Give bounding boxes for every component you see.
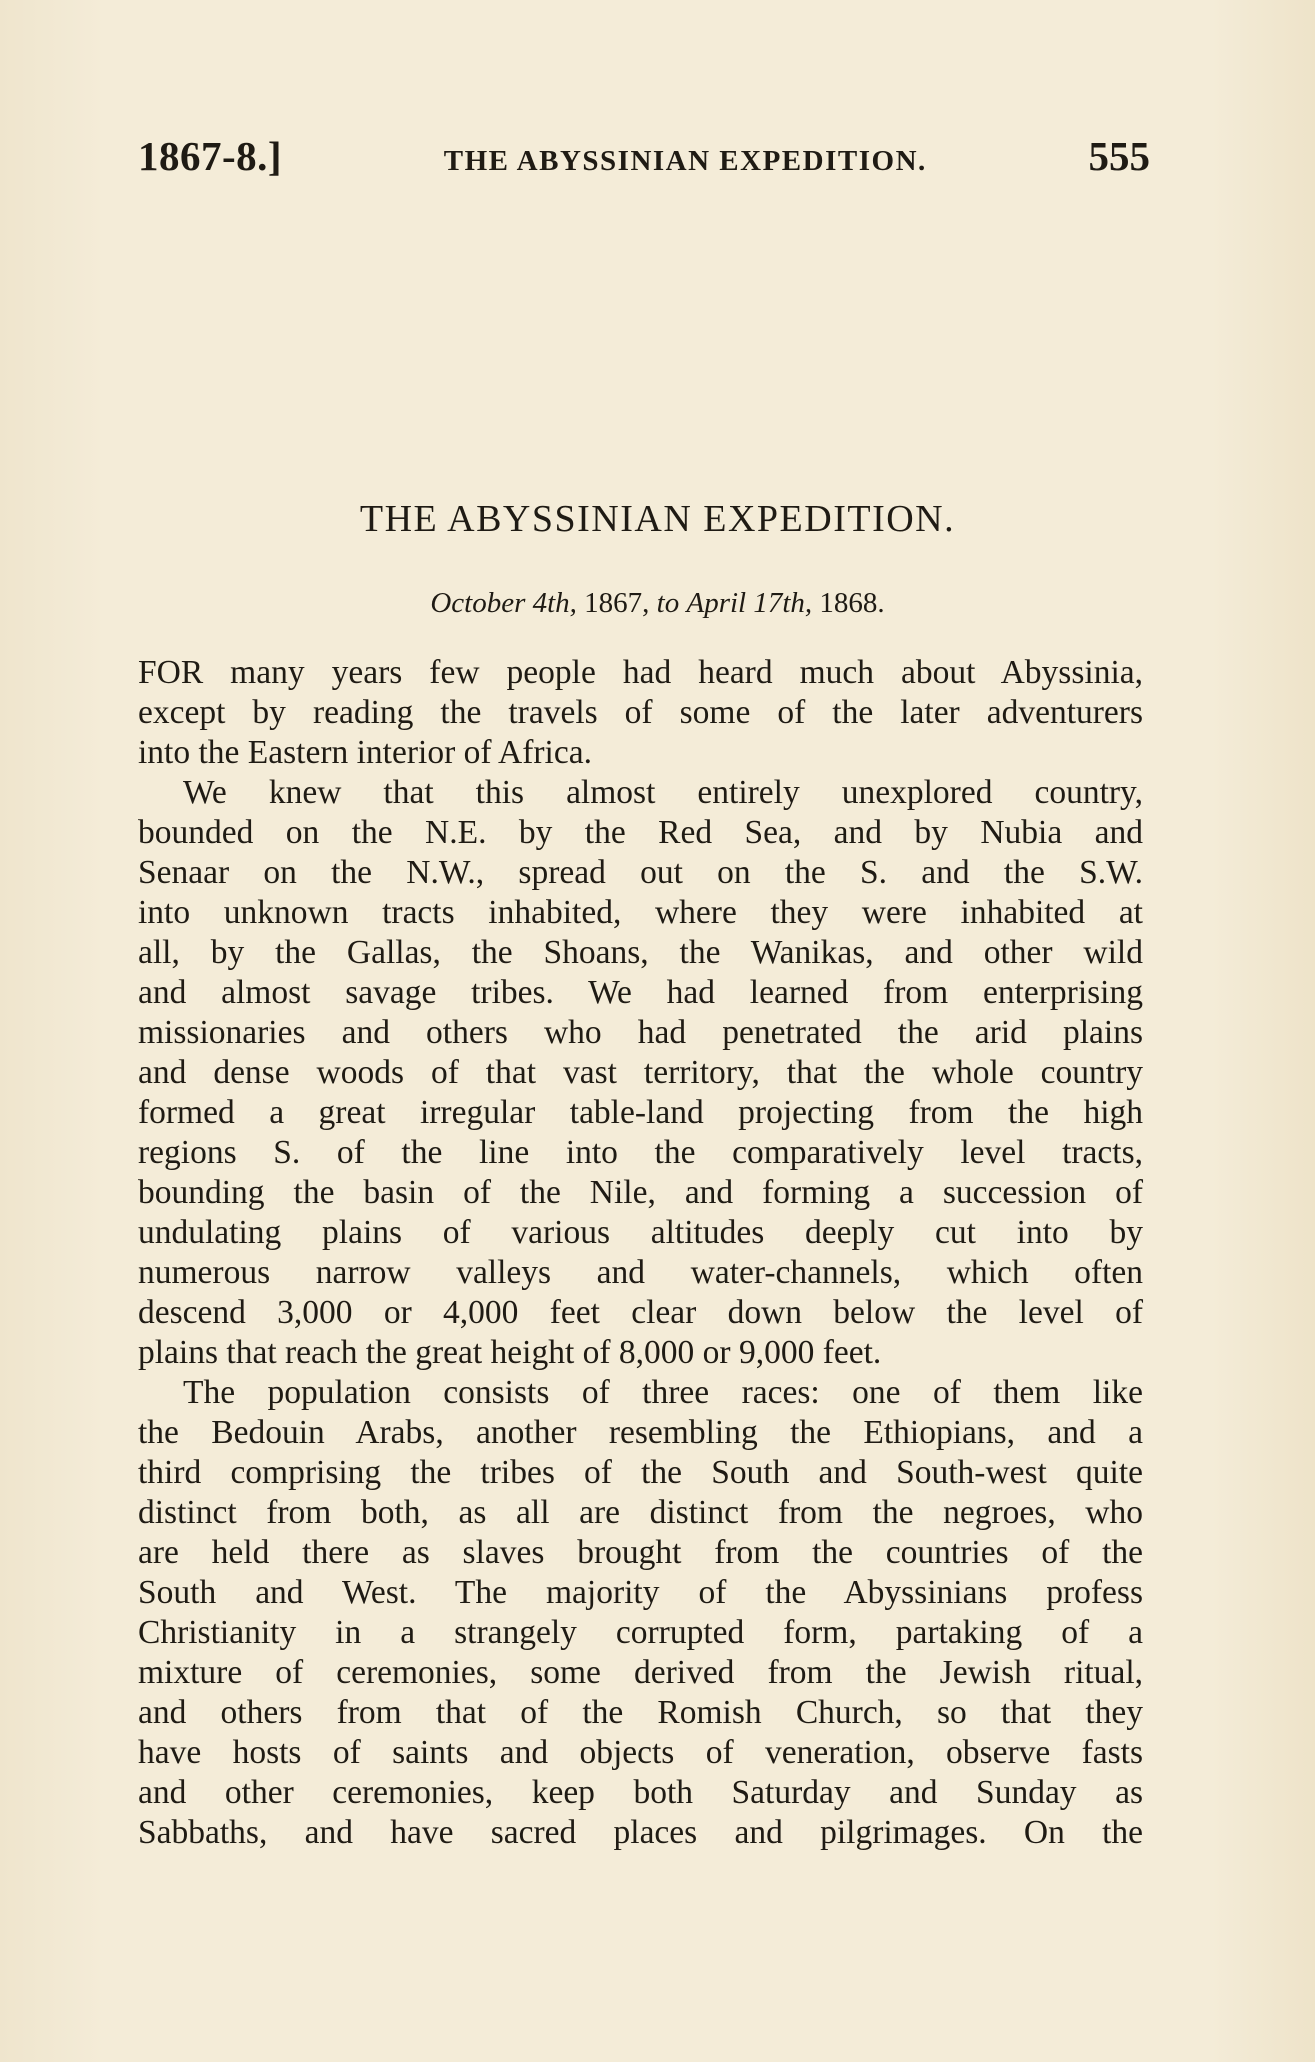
running-head-years: 1867-8.] [138, 133, 283, 179]
text-line: the Bedouin Arabs, another resembling the Ethiopians, and a [138, 1414, 1143, 1451]
text-line: FOR many years few people had heard much about Abyssinia, [138, 654, 1143, 691]
article-dateline [0, 587, 1315, 620]
text-line: formed a great irregular table-land projecting from the high [138, 1094, 1143, 1131]
text-line: have hosts of saints and objects of veneration, observe fasts [138, 1734, 1143, 1771]
text-line: We knew that this almost entirely unexplored country, [183, 774, 1143, 811]
text-line: into the Eastern interior of Africa. [138, 734, 592, 771]
text-line: South and West. The majority of the Abyssinians profess [138, 1574, 1143, 1611]
text-line: bounded on the N.E. by the Red Sea, and by Nubia and [138, 814, 1143, 851]
dateline-month-end: April [686, 587, 747, 619]
text-line: and other ceremonies, keep both Saturday and Sunday as [138, 1774, 1143, 1811]
dateline-month-start: October [430, 587, 526, 619]
text-line: missionaries and others who had penetrated the arid plains [138, 1014, 1143, 1051]
text-line: and others from that of the Romish Church, so that they [138, 1694, 1143, 1731]
text-line: bounding the basin of the Nile, and forming a succession of [138, 1174, 1143, 1211]
article-body [138, 653, 1143, 1853]
text-line: and dense woods of that vast territory, that the whole country [138, 1054, 1143, 1091]
text-line: The population consists of three races: one of them like [183, 1374, 1143, 1411]
text-line: and almost savage tribes. We had learned from enterprising [138, 974, 1143, 1011]
paragraph-3 [138, 1373, 1143, 1853]
text-line: Senaar on the N.W., spread out on the S. and the S.W. [138, 854, 1143, 891]
text-line: distinct from both, as all are distinct from the negroes, who [138, 1494, 1143, 1531]
dateline-day-end: 17th, [753, 587, 813, 619]
text-line: are held there as slaves brought from the countries of the [138, 1534, 1143, 1571]
text-line: into unknown tracts inhabited, where they were inhabited at [138, 894, 1143, 931]
text-line: third comprising the tribes of the South and South-west quite [138, 1454, 1143, 1491]
paragraph-1 [138, 653, 1143, 773]
text-line: regions S. of the line into the comparatively level tracts, [138, 1134, 1143, 1171]
text-line: Christianity in a strangely corrupted form, partaking of a [138, 1614, 1143, 1651]
text-line: descend 3,000 or 4,000 feet clear down below the level of [138, 1294, 1143, 1331]
text-line: Sabbaths, and have sacred places and pilgrimages. On the [138, 1814, 1143, 1851]
text-line: except by reading the travels of some of the later adventurers [138, 694, 1143, 731]
dateline-year-start: 1867, [584, 587, 650, 619]
running-head-title: THE ABYSSINIAN EXPEDITION. [443, 145, 927, 177]
text-line: all, by the Gallas, the Shoans, the Wanikas, and other wild [138, 934, 1143, 971]
dateline-day-start: 4th, [532, 587, 577, 619]
dateline-to: to [656, 587, 680, 619]
dateline-year-end: 1868. [819, 587, 885, 619]
text-line: plains that reach the great height of 8,000 or 9,000 feet. [138, 1334, 882, 1371]
text-line: mixture of ceremonies, some derived from the Jewish ritual, [138, 1654, 1143, 1691]
paragraph-2 [138, 773, 1143, 1373]
page-number: 555 [1088, 133, 1150, 179]
text-line: undulating plains of various altitudes deeply cut into by [138, 1214, 1143, 1251]
text-line: numerous narrow valleys and water-channels, which often [138, 1254, 1143, 1291]
article-title: THE ABYSSINIAN EXPEDITION. [359, 498, 956, 540]
running-head [138, 132, 1150, 182]
